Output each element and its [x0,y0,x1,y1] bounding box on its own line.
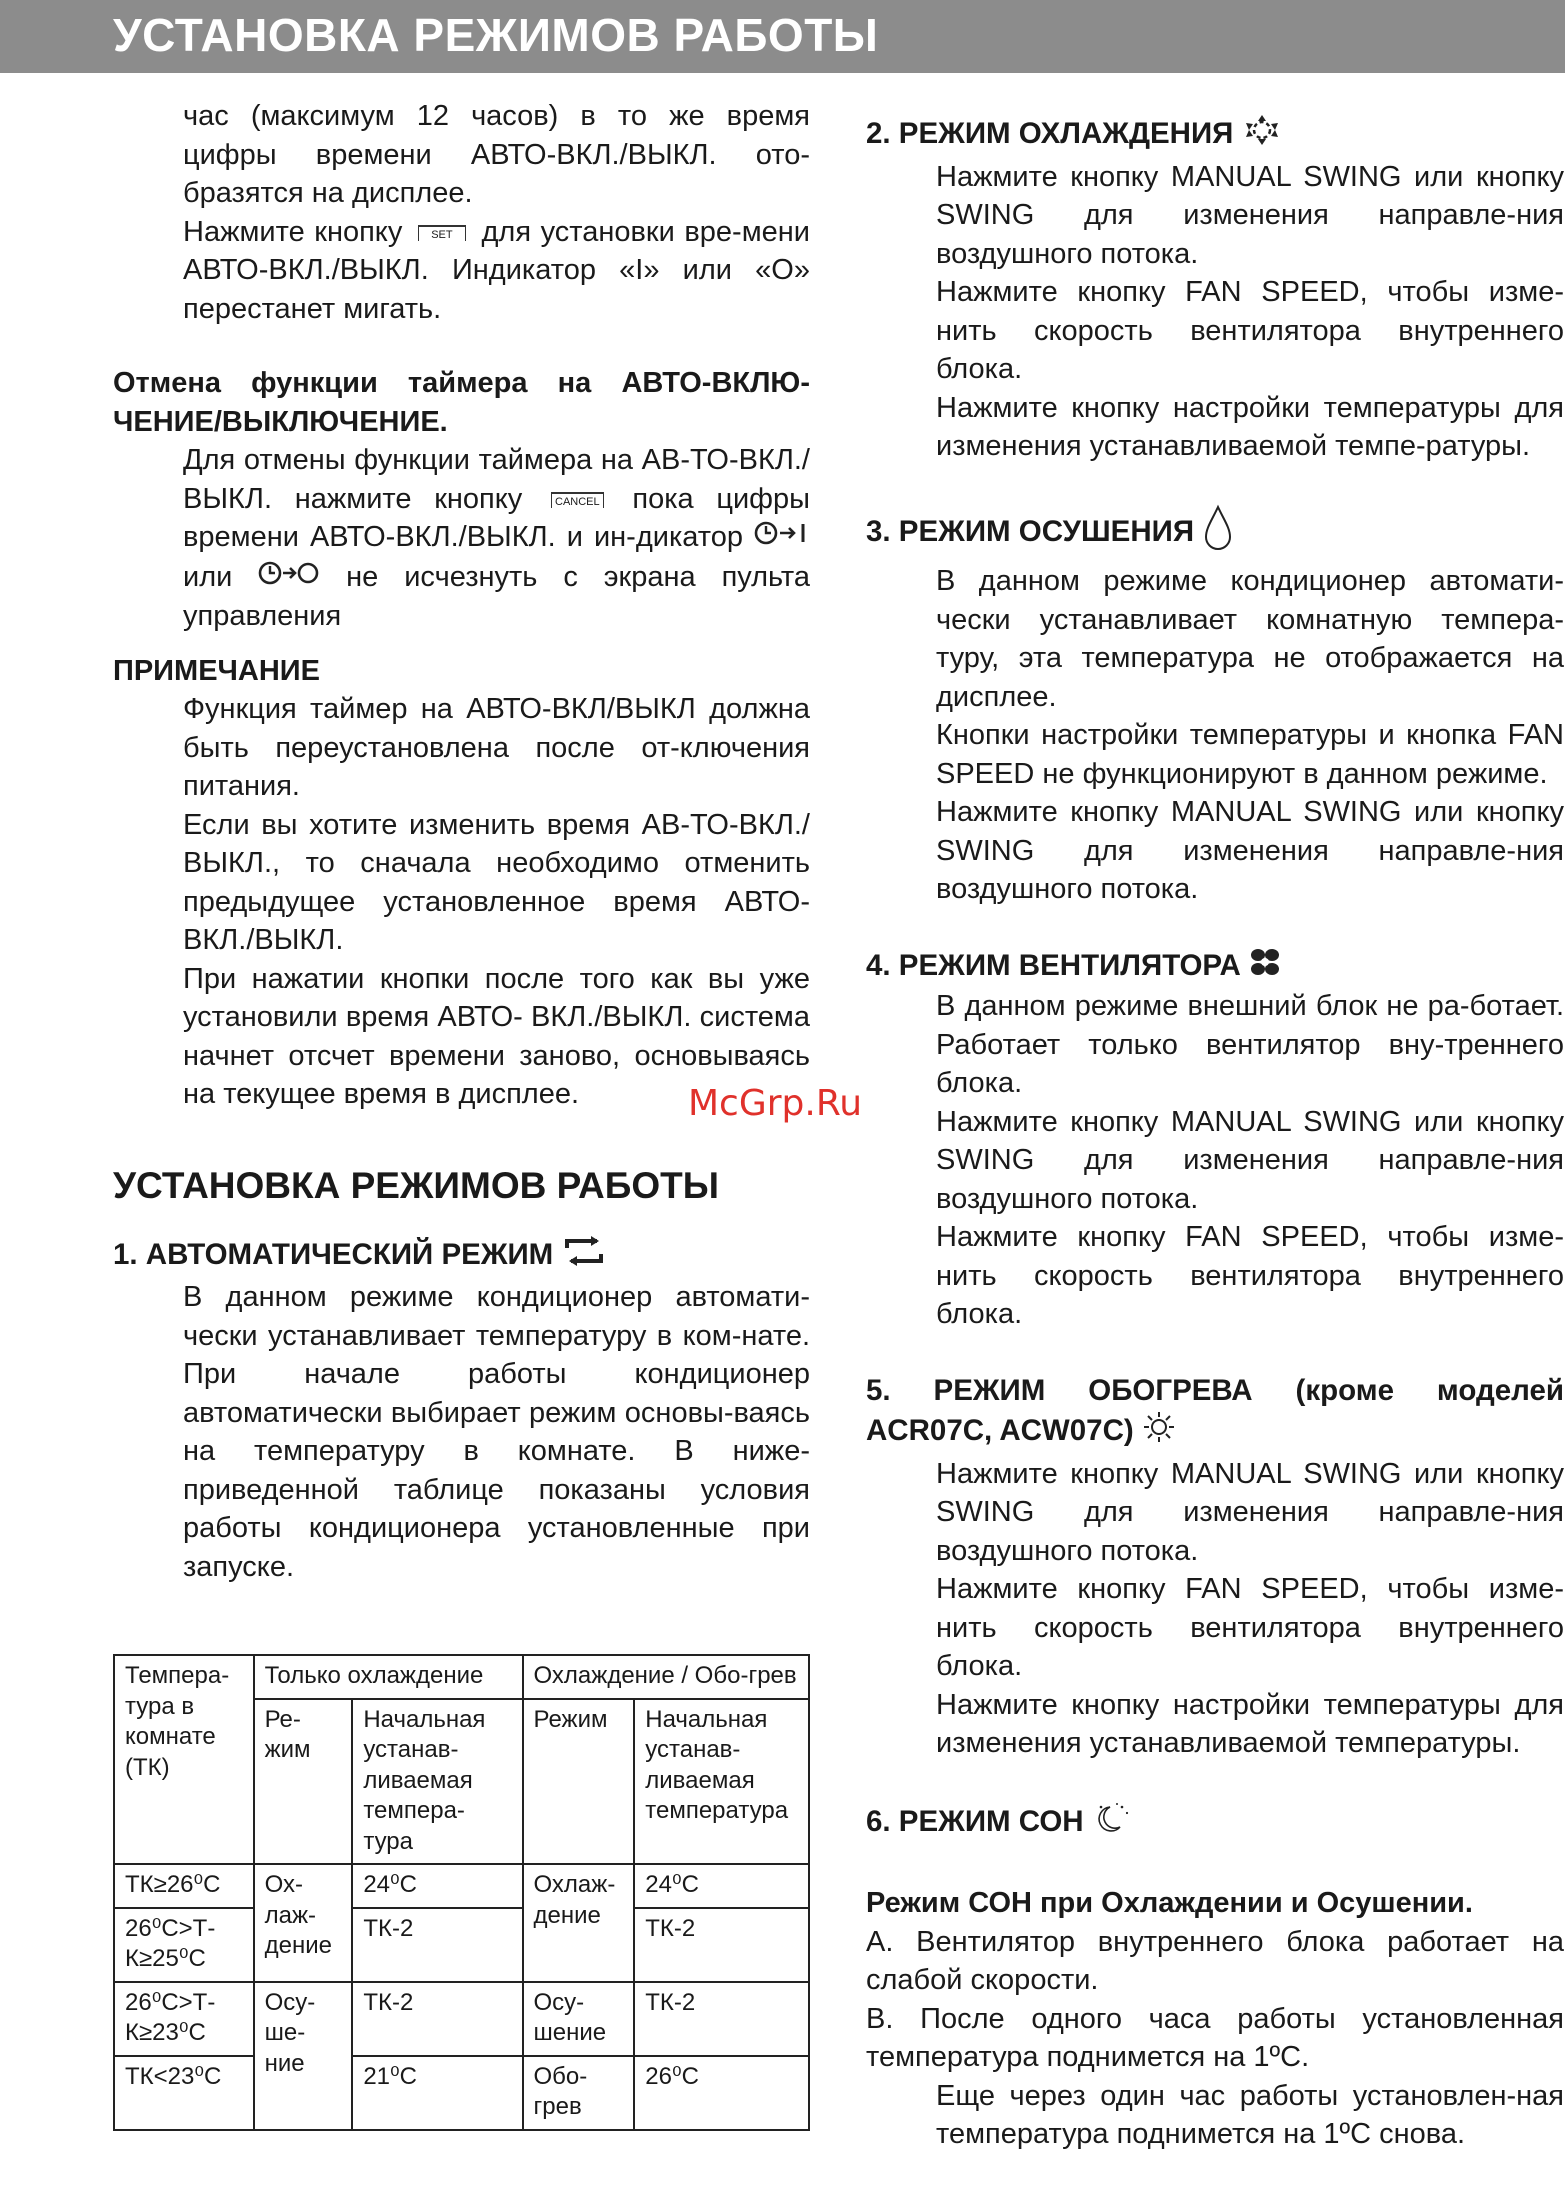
note-paragraph-1: Функция таймер на АВТО-ВКЛ/ВЫКЛ должна быть переустановлена после от-ключения питания. [183,693,810,803]
cell-mode2-dry: Осу-шение [523,1982,635,2056]
cancel-heading: Отмена функции таймера на АВТО-ВКЛЮ-ЧЕНИЕ/ВЫКЛЮЧЕНИЕ. [113,367,810,438]
cell-r3-init: ТК-2 [352,1982,522,2056]
fan-paragraph-3: Нажмите кнопку FAN SPEED, чтобы изме-нить скорость вентилятора внутреннего блока. [936,1221,1564,1330]
header-title: УСТАНОВКА РЕЖИМОВ РАБОТЫ [113,9,879,61]
sleep-subheading: Режим СОН при Охлаждении и Осушении. [866,1887,1473,1919]
cell-r1-init2: 24⁰С [634,1864,809,1908]
cancel-text-mid: пока цифры времени АВТО-ВКЛ./ВЫКЛ. и ин-дикатор [183,482,811,553]
snowflake-icon [1242,113,1282,158]
fan-mode-heading-text: 4. РЕЖИМ ВЕНТИЛЯТОРА [866,948,1241,982]
auto-mode-text: В данном режиме кондиционер автомати-чески устанавливает температуру в ком-нате. При начале работы кондиционер автоматически выбирает режим основы-ваясь на температуру в комнате. В ниже-приведенной таблице показаны условия работы кондиционера установленные при запуске. [183,1281,810,1583]
heat-mode-heading-line2 [866,1410,1564,1455]
th-cool-only: Только охлаждение [254,1655,523,1699]
cool-mode-heading-text: 2. РЕЖИМ ОХЛАЖДЕНИЯ [866,117,1234,151]
sleep-mode-heading [866,1801,1564,1846]
page-header [0,0,1565,73]
dry-mode-heading [866,504,1564,563]
auto-mode-heading-text: 1. АВТОМАТИЧЕСКИЙ РЕЖИМ [113,1237,554,1271]
dry-paragraph-1: В данном режиме кондиционер автомати-чески устанавливает комнатную темпера-туру, эта температура не отображается на дисплее. [936,565,1564,713]
cell-r3-init2: ТК-2 [634,1982,809,2056]
timer-on-icon [754,519,810,558]
set-paragraph [113,213,810,329]
set-button-icon: SET [418,225,466,241]
note-paragraph-2: Если вы хотите изменить время АВ-ТО-ВКЛ./ВЫКЛ., то сначала необходимо отменить предыдущее установленное время АВТО-ВКЛ./ВЫКЛ. [183,808,810,957]
section-title: УСТАНОВКА РЕЖИМОВ РАБОТЫ [113,1164,719,1206]
dry-mode-heading-text: 3. РЕЖИМ ОСУШЕНИЯ [866,514,1195,548]
cell-r4-temp: ТК<23⁰С [114,2056,254,2130]
cancel-paragraph [113,441,810,636]
cell-r1-temp: ТК≥26⁰С [114,1864,254,1908]
note-heading: ПРИМЕЧАНИЕ [113,654,320,687]
intro-paragraph: час (максимум 12 часов) в то же время цифры времени АВТО-ВКЛ./ВЫКЛ. ото-бразятся на дисплее. [183,100,810,209]
droplet-icon [1202,504,1234,563]
th-mode-2: Режим [523,1699,635,1865]
cell-mode2-heat: Обо-грев [523,2056,635,2130]
cell-r4-init: 21⁰С [352,2056,522,2130]
cell-r2-init2: ТК-2 [634,1908,809,1982]
left-column [113,97,810,1586]
timer-off-icon [258,559,320,598]
cell-r4-init2: 26⁰С [634,2056,809,2130]
cell-r3-temp: 26⁰С>Т-К≥23⁰С [114,1982,254,2056]
fan-mode-heading [866,947,1564,988]
note-paragraph-3: При нажатии кнопки после того как вы уже установили время АВТО- ВКЛ./ВЫКЛ. система начнет отсчет времени заново, основываясь на текущее время в дисплее. [183,962,810,1111]
watermark: McGrp.Ru [688,1083,863,1124]
cell-mode-dry: Осу-ше-ние [254,1982,353,2130]
cancel-button-icon: CANCEL [551,492,604,508]
fan-paragraph-2: Нажмите кнопку MANUAL SWING или кнопку SWING для изменения направле-ния воздушного потока. [936,1105,1564,1215]
heat-paragraph-2: Нажмите кнопку FAN SPEED, чтобы изме-нить скорость вентилятора внутреннего блока. [936,1573,1564,1682]
fan-paragraph-1: В данном режиме внешний блок не ра-ботает. Работает только вентилятор вну-треннего блока. [936,990,1564,1099]
sun-icon [1142,1410,1176,1455]
auto-mode-icon [561,1234,607,1279]
cool-mode-heading [866,113,1564,158]
set-text-post: для установки вре-мени АВТО-ВКЛ./ВЫКЛ. Индикатор «I» или «O» перестанет мигать. [183,215,810,325]
right-column [866,113,1564,2154]
cell-r1-init: 24⁰С [352,1864,522,1908]
cell-mode2-cool: Охлаж-дение [523,1864,635,1982]
cancel-text-post: не исчезнуть с экрана пульта управления [183,560,810,633]
cool-paragraph-3: Нажмите кнопку настройки температуры для изменения устанавливаемой темпе-ратуры. [936,391,1564,462]
heat-paragraph-1: Нажмите кнопку MANUAL SWING или кнопку SWING для изменения направле-ния воздушного потока. [936,1457,1564,1567]
auto-mode-table [113,1654,810,2131]
cool-paragraph-1: Нажмите кнопку MANUAL SWING или кнопку SWING для изменения направле-ния воздушного потока. [936,160,1564,270]
cell-mode-cool: Ох-лаж-дение [254,1864,353,1982]
th-room-temp: Темпера-тура в комнате (ТК) [114,1655,254,1864]
dry-paragraph-2: Кнопки настройки температуры и кнопка FAN SPEED не функционируют в данном режиме. [936,719,1564,790]
th-mode: Ре-жим [254,1699,353,1865]
dry-paragraph-3: Нажмите кнопку MANUAL SWING или кнопку SWING для изменения направле-ния воздушного потока. [936,796,1564,905]
cancel-text-pre: Для отмены функции таймера на АВ-ТО-ВКЛ./ВЫКЛ. нажмите кнопку [183,444,810,515]
cancel-text-or: или [183,560,233,593]
sleep-item-c: Еще через один час работы установлен-ная температура поднимется на 1ºС снова. [936,2079,1564,2150]
sleep-item-b: B. После одного часа работы установленная температура поднимется на 1ºС. [866,2002,1564,2073]
sleep-item-a: A. Вентилятор внутреннего блока работает на слабой скорости. [866,1925,1564,1996]
th-cool-heat: Охлаждение / Обо-грев [523,1655,809,1699]
heat-paragraph-3: Нажмите кнопку настройки температуры для изменения устанавливаемой температуры. [936,1688,1564,1759]
heat-mode-heading-line1: 5. РЕЖИМ ОБОГРЕВА (кроме моделей [866,1373,1564,1407]
set-text-pre: Нажмите кнопку [183,215,403,248]
th-initial-temp: Начальная устанав-ливаемая темпера-тура [352,1699,522,1865]
auto-mode-heading [113,1234,810,1279]
moon-icon [1092,1801,1132,1846]
cell-r2-init: ТК-2 [352,1908,522,1982]
heat-mode-heading-text: ACR07C, ACW07C) [866,1414,1134,1448]
sleep-mode-heading-text: 6. РЕЖИМ СОН [866,1804,1084,1838]
th-initial-temp-2: Начальная устанав-ливаемая температура [634,1699,809,1865]
cool-paragraph-2: Нажмите кнопку FAN SPEED, чтобы изме-нить скорость вентилятора внутреннего блока. [936,276,1564,385]
cell-r2-temp: 26⁰С>Т-К≥25⁰С [114,1908,254,1982]
fan-icon [1249,947,1281,988]
